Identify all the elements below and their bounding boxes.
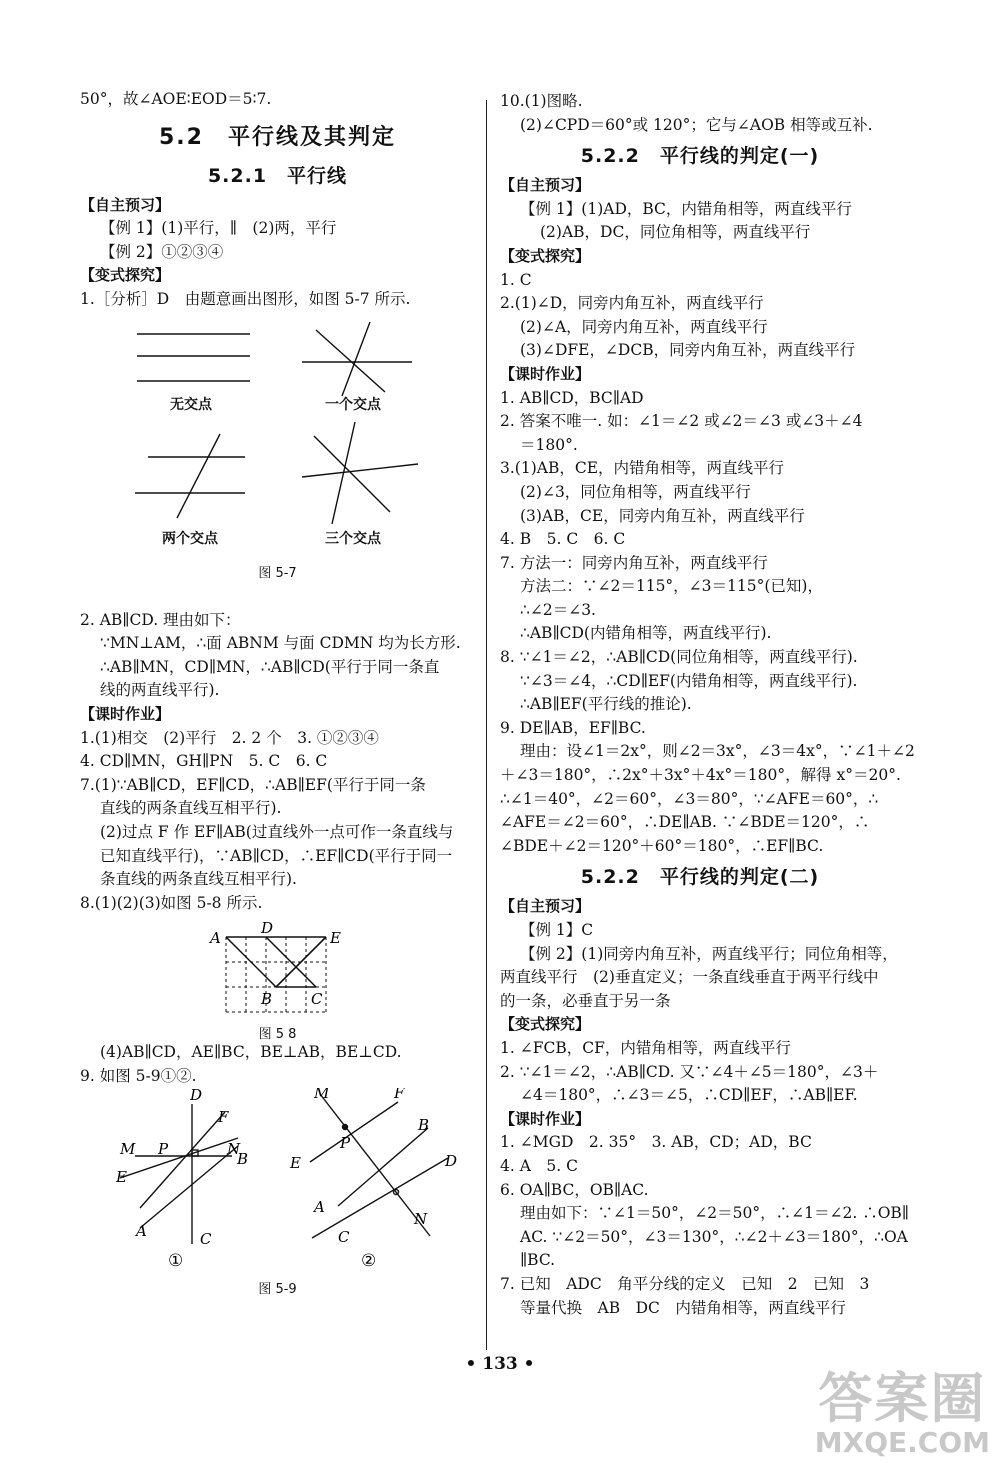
text-line: AC. ∵∠2＝50°，∠3＝130°，∴∠2＋∠3＝180°，∴OA <box>520 1227 908 1246</box>
text-line: 理由：设∠1＝2x°，则∠2＝3x°，∠3＝4x°，∵∠1＋∠2 <box>520 742 915 761</box>
fig59a-label-n: N <box>227 1140 241 1159</box>
text-line: ∵MN⊥AM，∴面 ABNM 与面 CDMN 均为长方形. <box>100 634 461 653</box>
section-heading-5-2-1: 5.2.1 平行线 <box>207 164 348 187</box>
text-line: 理由如下：∵∠1＝50°，∠2＝50°，∴∠1＝∠2. ∴OB∥ <box>520 1204 909 1223</box>
text-line: 1.［分析］D 由题意画出图形，如图 5-7 所示. <box>80 289 411 308</box>
figure-5-9 <box>80 1088 475 1298</box>
fig59b-label-p: P <box>340 1134 351 1153</box>
text-line: 等量代换 AB DC 内错角相等，两直线平行 <box>520 1298 846 1317</box>
text-line: 1. AB∥CD，BC∥AD <box>500 388 644 407</box>
fig-label-three-intersections: 三个交点 <box>325 530 381 547</box>
text-line: ＋∠3＝180°，∴2x°＋3x°＋4x°＝180°，解得 x°＝20°. <box>500 766 901 785</box>
text-line: ∵∠3＝∠4，∴CD∥EF(内错角相等，两直线平行). <box>520 671 858 690</box>
fig59-num-1: ① <box>168 1251 184 1272</box>
text-line: 直线的两条直线互相平行). <box>100 799 282 818</box>
fig58-label-b: B <box>261 990 273 1009</box>
text-line: (2)过点 F 作 EF∥AB(过直线外一点可作一条直线与 <box>100 822 454 841</box>
text-line: 条直线的两条直线互相平行). <box>100 870 297 889</box>
fig59a-label-d: D <box>190 1088 203 1105</box>
tag-variant-explore: 【变式探究】 <box>80 266 171 285</box>
page-number: • 133 • <box>465 1354 535 1374</box>
text-line: (3)AB，CE，同旁内角互补，两直线平行 <box>520 506 805 525</box>
text-line: ∴AB∥MN，CD∥MN，∴AB∥CD(平行于同一条直 <box>100 657 440 676</box>
text-line: 6. OA∥BC，OB∥AC. <box>500 1180 649 1199</box>
text-line: 方法二：∵∠2＝115°，∠3＝115°(已知)， <box>520 577 823 596</box>
figure-caption: 图 5 8 <box>258 1027 297 1043</box>
fig59a-label-p: P <box>158 1140 169 1159</box>
tag-variant-explore: 【变式探究】 <box>500 246 591 265</box>
text-line: 2.(1)∠D，同旁内角互补，两直线平行 <box>500 294 764 313</box>
fig58-label-c: C <box>311 990 323 1009</box>
fig59a-label-b: B <box>237 1150 249 1169</box>
fig59b-label-e: E <box>290 1154 301 1173</box>
text-line: 7. 方法一：同旁内角互补，两直线平行 <box>500 553 768 572</box>
fig59b-label-f: F <box>394 1088 405 1103</box>
fig59b-label-b: B <box>418 1116 430 1135</box>
tag-self-preview: 【自主预习】 <box>80 195 171 214</box>
text-line: ∠AFE＝∠2＝60°，∴DE∥AB. ∵∠BDE＝120°，∴ <box>500 813 870 832</box>
fig59b-label-n: N <box>414 1210 428 1229</box>
fig59b-label-m: M <box>314 1088 330 1103</box>
fig-label-one-intersection: 一个交点 <box>325 396 381 413</box>
text-line: 7.(1)∵AB∥CD，EF∥CD，∴AB∥EF(平行于同一条 <box>80 775 426 794</box>
fig59a-label-e: E <box>116 1168 127 1187</box>
fig59a-label-a: A <box>136 1222 147 1241</box>
fig58-label-e: E <box>330 929 341 948</box>
text-line: (2)AB，DC，同位角相等，两直线平行 <box>540 223 811 242</box>
figure-5-9-diagram <box>80 1088 475 1288</box>
text-line: 的一条，必垂直于另一条 <box>500 991 671 1010</box>
text-line: 【例 1】C <box>520 921 594 939</box>
tag-variant-explore: 【变式探究】 <box>500 1015 591 1034</box>
watermark-logo <box>814 1367 990 1459</box>
text-line: 1. ∠MGD 2. 35° 3. AB，CD；AD，BC <box>500 1133 812 1152</box>
text-line: 2. AB∥CD. 理由如下： <box>80 610 241 629</box>
fig-label-two-intersections: 两个交点 <box>162 530 218 547</box>
tag-class-homework: 【课时作业】 <box>80 704 171 723</box>
text-line: ＝180°. <box>520 435 578 454</box>
fig-label-no-intersection: 无交点 <box>170 396 212 413</box>
text-line: (4)AB∥CD，AE∥BC，BE⊥AB，BE⊥CD. <box>100 1043 402 1062</box>
text-line: ∴AB∥CD(内错角相等，两直线平行). <box>520 624 772 643</box>
fig59a-label-c: C <box>200 1230 212 1249</box>
text-line: 8.(1)(2)(3)如图 5-8 所示. <box>80 893 263 912</box>
section-heading-5-2-2-a: 5.2.2 平行线的判定(一) <box>580 145 820 168</box>
text-line: (2)∠3，同位角相等，两直线平行 <box>520 482 751 501</box>
text-line: 10.(1)图略. <box>500 92 583 110</box>
right-column <box>500 90 915 1320</box>
tag-class-homework: 【课时作业】 <box>500 1109 591 1128</box>
watermark-line1: 答案圈 <box>818 1367 987 1430</box>
text-line: ∴AB∥EF(平行线的推论). <box>520 695 692 714</box>
tag-self-preview: 【自主预习】 <box>500 897 591 916</box>
left-column <box>80 88 475 1298</box>
text-line: (3)∠DFE，∠DCB，同旁内角互补，两直线平行 <box>520 341 856 360</box>
fig59b-label-d: D <box>445 1152 458 1171</box>
fig58-label-a: A <box>210 929 221 948</box>
text-line: 2. ∵∠1＝∠2，∴AB∥CD. 又∵∠4＋∠5＝180°，∠3＋ <box>500 1062 879 1081</box>
fig59a-label-m: M <box>120 1140 136 1159</box>
figure-caption: 图 5-7 <box>258 565 297 581</box>
figure-5-7-diagram <box>80 312 475 542</box>
text-line: 1. ∠FCB，CF，内错角相等，两直线平行 <box>500 1038 791 1057</box>
text-line: 4. CD∥MN，GH∥PN 5. C 6. C <box>80 752 328 771</box>
text-line: 8. ∵∠1＝∠2，∴AB∥CD(同位角相等，两直线平行). <box>500 648 858 667</box>
text-line: 【例 1】(1)平行，∥ (2)两，平行 <box>100 219 337 238</box>
text-line: 【例 2】①②③④ <box>100 242 224 261</box>
fig59b-label-a: A <box>314 1198 325 1217</box>
text-line: 已知直线平行)，∵AB∥CD，∴EF∥CD(平行于同一 <box>100 846 453 865</box>
text-line: 1. C <box>500 270 532 289</box>
text-line: 1.(1)相交 (2)平行 2. 2 个 3. ①②③④ <box>80 728 379 747</box>
fig59b-label-c: C <box>338 1228 350 1247</box>
text-line: 4. B 5. C 6. C <box>500 530 626 549</box>
section-heading-5-2: 5.2 平行线及其判定 <box>159 124 396 150</box>
text-line: 50°，故∠AOE∶EOD＝5∶7. <box>80 90 272 108</box>
tag-class-homework: 【课时作业】 <box>500 364 591 383</box>
text-line: 【例 2】(1)同旁内角互补，两直线平行；同位角相等， <box>520 944 898 963</box>
text-line: 【例 1】(1)AD，BC，内错角相等，两直线平行 <box>520 199 852 218</box>
tag-self-preview: 【自主预习】 <box>500 176 591 195</box>
text-line: 两直线平行 (2)垂直定义；一条直线垂直于两平行线中 <box>500 968 879 987</box>
fig59-num-2: ② <box>361 1251 377 1272</box>
watermark-line2: MXQE.COM <box>814 1426 990 1459</box>
text-line: 9. 如图 5-9①②. <box>80 1066 197 1085</box>
text-line: 9. DE∥AB，EF∥BC. <box>500 718 646 737</box>
text-line: 7. 已知 ADC 角平分线的定义 已知 2 已知 3 <box>500 1274 870 1293</box>
text-line: 4. A 5. C <box>500 1156 578 1175</box>
column-divider <box>486 100 487 1350</box>
text-line: 2. 答案不唯一. 如：∠1＝∠2 或∠2＝∠3 或∠3＋∠4 <box>500 412 863 431</box>
text-line: (2)∠CPD＝60°或 120°；它与∠AOB 相等或互补. <box>520 115 873 134</box>
figure-5-8 <box>80 915 475 1041</box>
text-line: ∠4＝180°，∴∠3＝∠5，∴CD∥EF，∴AB∥EF. <box>520 1086 858 1105</box>
section-heading-5-2-2-b: 5.2.2 平行线的判定(二) <box>580 866 820 889</box>
fig58-label-d: D <box>261 919 274 938</box>
text-line: ∴∠2＝∠3. <box>520 600 596 619</box>
text-line: ∥BC. <box>520 1251 556 1270</box>
fig59a-label-f: F <box>218 1108 229 1127</box>
figure-caption: 图 5-9 <box>258 1282 297 1298</box>
figure-5-7 <box>80 312 475 562</box>
text-line: 3.(1)AB，CE，内错角相等，两直线平行 <box>500 459 785 478</box>
text-line: ∴∠1＝40°，∠2＝60°，∠3＝80°，∵∠AFE＝60°，∴ <box>500 789 879 808</box>
text-line: 线的两直线平行). <box>100 681 220 700</box>
text-line: (2)∠A，同旁内角互补，两直线平行 <box>520 317 768 336</box>
text-line: ∠BDE＋∠2＝120°＋60°＝180°，∴EF∥BC. <box>500 836 824 855</box>
